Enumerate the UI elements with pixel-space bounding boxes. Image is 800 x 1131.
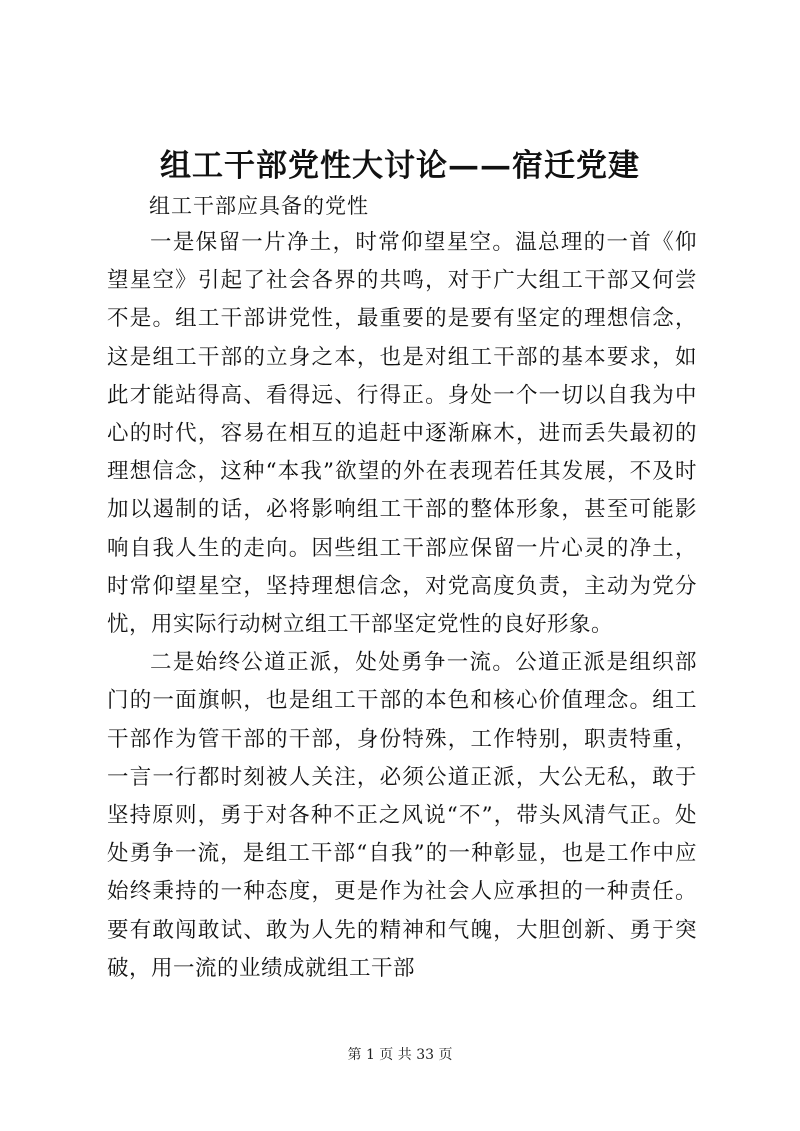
document-body: [107, 188, 697, 988]
document-title: 组工干部党性大讨论——宿迁党建: [160, 148, 640, 184]
page-footer: 第 1 页 共 33 页: [347, 1047, 453, 1063]
paragraph-1: 一是保留一片净土，时常仰望星空。温总理的一首《仰望星空》引起了社会各界的共鸣，对于广大组工干部又何尝不是。组工干部讲党性，最重要的是要有坚定的理想信念，这是组工干部的立身之本，也是对组工干部的基本要求，如此才能站得高、看得远、行得正。身处一个一切以自我为中心的时代，容易在相互的追赶中逐渐麻木，进而丢失最初的理想信念，这种“本我”欲望的外在表现若任其发展，不及时加以遏制的话，必将影响组工干部的整体形象，甚至可能影响自我人生的走向。因些组工干部应保留一片心灵的净土，时常仰望星空，坚持理想信念，对党高度负责，主动为党分忧，用实际行动树立组工干部坚定党性的良好形象。: [107, 230, 697, 638]
section-subtitle: 组工干部应具备的党性: [149, 194, 369, 218]
paragraph-2: 二是始终公道正派，处处勇争一流。公道正派是组织部门的一面旗帜，也是组工干部的本色和核心价值理念。组工干部作为管干部的干部，身份特殊，工作特别，职责特重，一言一行都时刻被人关注，必须公道正派，大公无私，敢于坚持原则，勇于对各种不正之风说“不”，带头风清气正。处处勇争一流，是组工干部“自我”的一种彰显，也是工作中应始终秉持的一种态度，更是作为社会人应承担的一种责任。要有敢闯敢试、敢为人先的精神和气魄，大胆创新、勇于突破，用一流的业绩成就组工干部: [107, 650, 697, 981]
